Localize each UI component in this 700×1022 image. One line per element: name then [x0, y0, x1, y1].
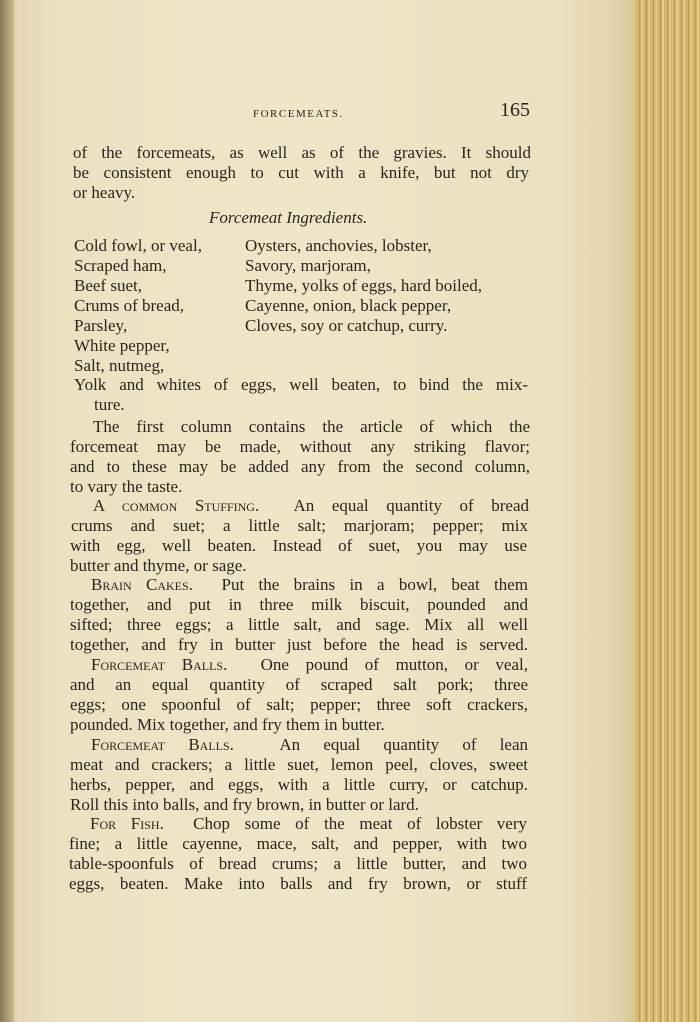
running-title: FORCEMEATS. [253, 108, 344, 120]
recipe-first-line [93, 496, 529, 516]
recipe-line: crums and suet; a little salt; marjoram; pepper; mix [71, 516, 528, 535]
ingredient-col1-item: Parsley, [74, 316, 128, 335]
recipe-line: herbs, pepper, and eggs, with a little curry, or catchup. [70, 775, 528, 794]
recipe-heading: For Fish. [90, 814, 164, 833]
recipe-line: together, and fry in butter just before the head is served. [70, 635, 528, 654]
ingredient-col1-item: Scraped ham, [74, 256, 167, 275]
recipe-line: sifted; three eggs; a little salt, and sage. Mix all well [70, 615, 528, 634]
intro-line: of the forcemeats, as well as of the gravies. It should [73, 143, 531, 162]
recipe-line: table-spoonfuls of bread crums; a little butter, and two [69, 854, 527, 873]
recipe-line: and an equal quantity of scraped salt pork; three [70, 675, 528, 694]
recipe-first-line [90, 814, 527, 834]
recipe-line: eggs, beaten. Make into balls and fry brown, or stuff [69, 874, 527, 893]
ingredient-col1-item: Cold fowl, or veal, [74, 236, 202, 255]
recipe-first-line [91, 575, 528, 595]
recipe-line: together, and put in three milk biscuit, pounded and [70, 595, 528, 614]
recipe-line: meat and crackers; a little suet, lemon peel, cloves, sweet [70, 755, 528, 774]
recipe-heading: Forcemeat Balls. [91, 655, 228, 674]
recipe-line: with egg, well beaten. Instead of suet, you may use [70, 536, 527, 555]
intro-line: or heavy. [73, 183, 136, 202]
ingredients-title: Forcemeat Ingredients. [209, 208, 368, 227]
recipe-line: butter and thyme, or sage. [70, 556, 247, 575]
ingredient-col1-item: Crums of bread, [74, 296, 185, 315]
recipe-first-text: Chop some of the meat of lobster very [193, 814, 528, 833]
intro-line: be consistent enough to cut with a knife, but not dry [73, 163, 529, 182]
recipe-line: Roll this into balls, and fry brown, in butter or lard. [70, 795, 419, 814]
ingredient-col2-item: Cloves, soy or catchup, curry. [245, 316, 448, 335]
ingredient-col1-item: Beef suet, [74, 276, 142, 295]
yolk-line: Yolk and whites of eggs, well beaten, to bind the mix- [74, 375, 528, 394]
explanation-line: forcemeat may be made, without any striking flavor; [70, 437, 530, 456]
recipe-line: eggs; one spoonful of salt; pepper; three soft crackers, [70, 695, 528, 714]
recipe-line: fine; a little cayenne, mace, salt, and pepper, with two [69, 834, 527, 853]
ingredient-col2-item: Cayenne, onion, black pepper, [245, 296, 452, 315]
ingredient-col2-item: Oysters, anchovies, lobster, [245, 236, 432, 255]
recipe-first-text: An equal quantity of lean [279, 735, 529, 754]
ingredient-col2-item: Thyme, yolks of eggs, hard boiled, [245, 276, 483, 295]
ingredient-col1-item: White pepper, [74, 336, 170, 355]
explanation-line: and to these may be added any from the second column, [70, 457, 530, 476]
explanation-line: The first column contains the article of which the [93, 417, 530, 436]
yolk-line: ture. [94, 395, 125, 414]
recipe-first-text: Put the brains in a bowl, beat them [221, 575, 528, 594]
recipe-heading: Forcemeat Balls. [91, 735, 234, 754]
recipe-first-text: An equal quantity of bread [293, 496, 530, 515]
ingredient-col1-item: Salt, nutmeg, [74, 356, 165, 375]
recipe-first-text: One pound of mutton, or veal, [260, 655, 528, 674]
recipe-first-line [91, 735, 528, 755]
recipe-heading: A common Stuffing. [93, 496, 260, 515]
recipe-line: pounded. Mix together, and fry them in butter. [70, 715, 385, 734]
recipe-first-line [91, 655, 528, 675]
page-number: 165 [500, 99, 530, 121]
recipe-heading: Brain Cakes. [91, 575, 193, 594]
ingredient-col2-item: Savory, marjoram, [245, 256, 371, 275]
explanation-line: to vary the taste. [70, 477, 183, 496]
